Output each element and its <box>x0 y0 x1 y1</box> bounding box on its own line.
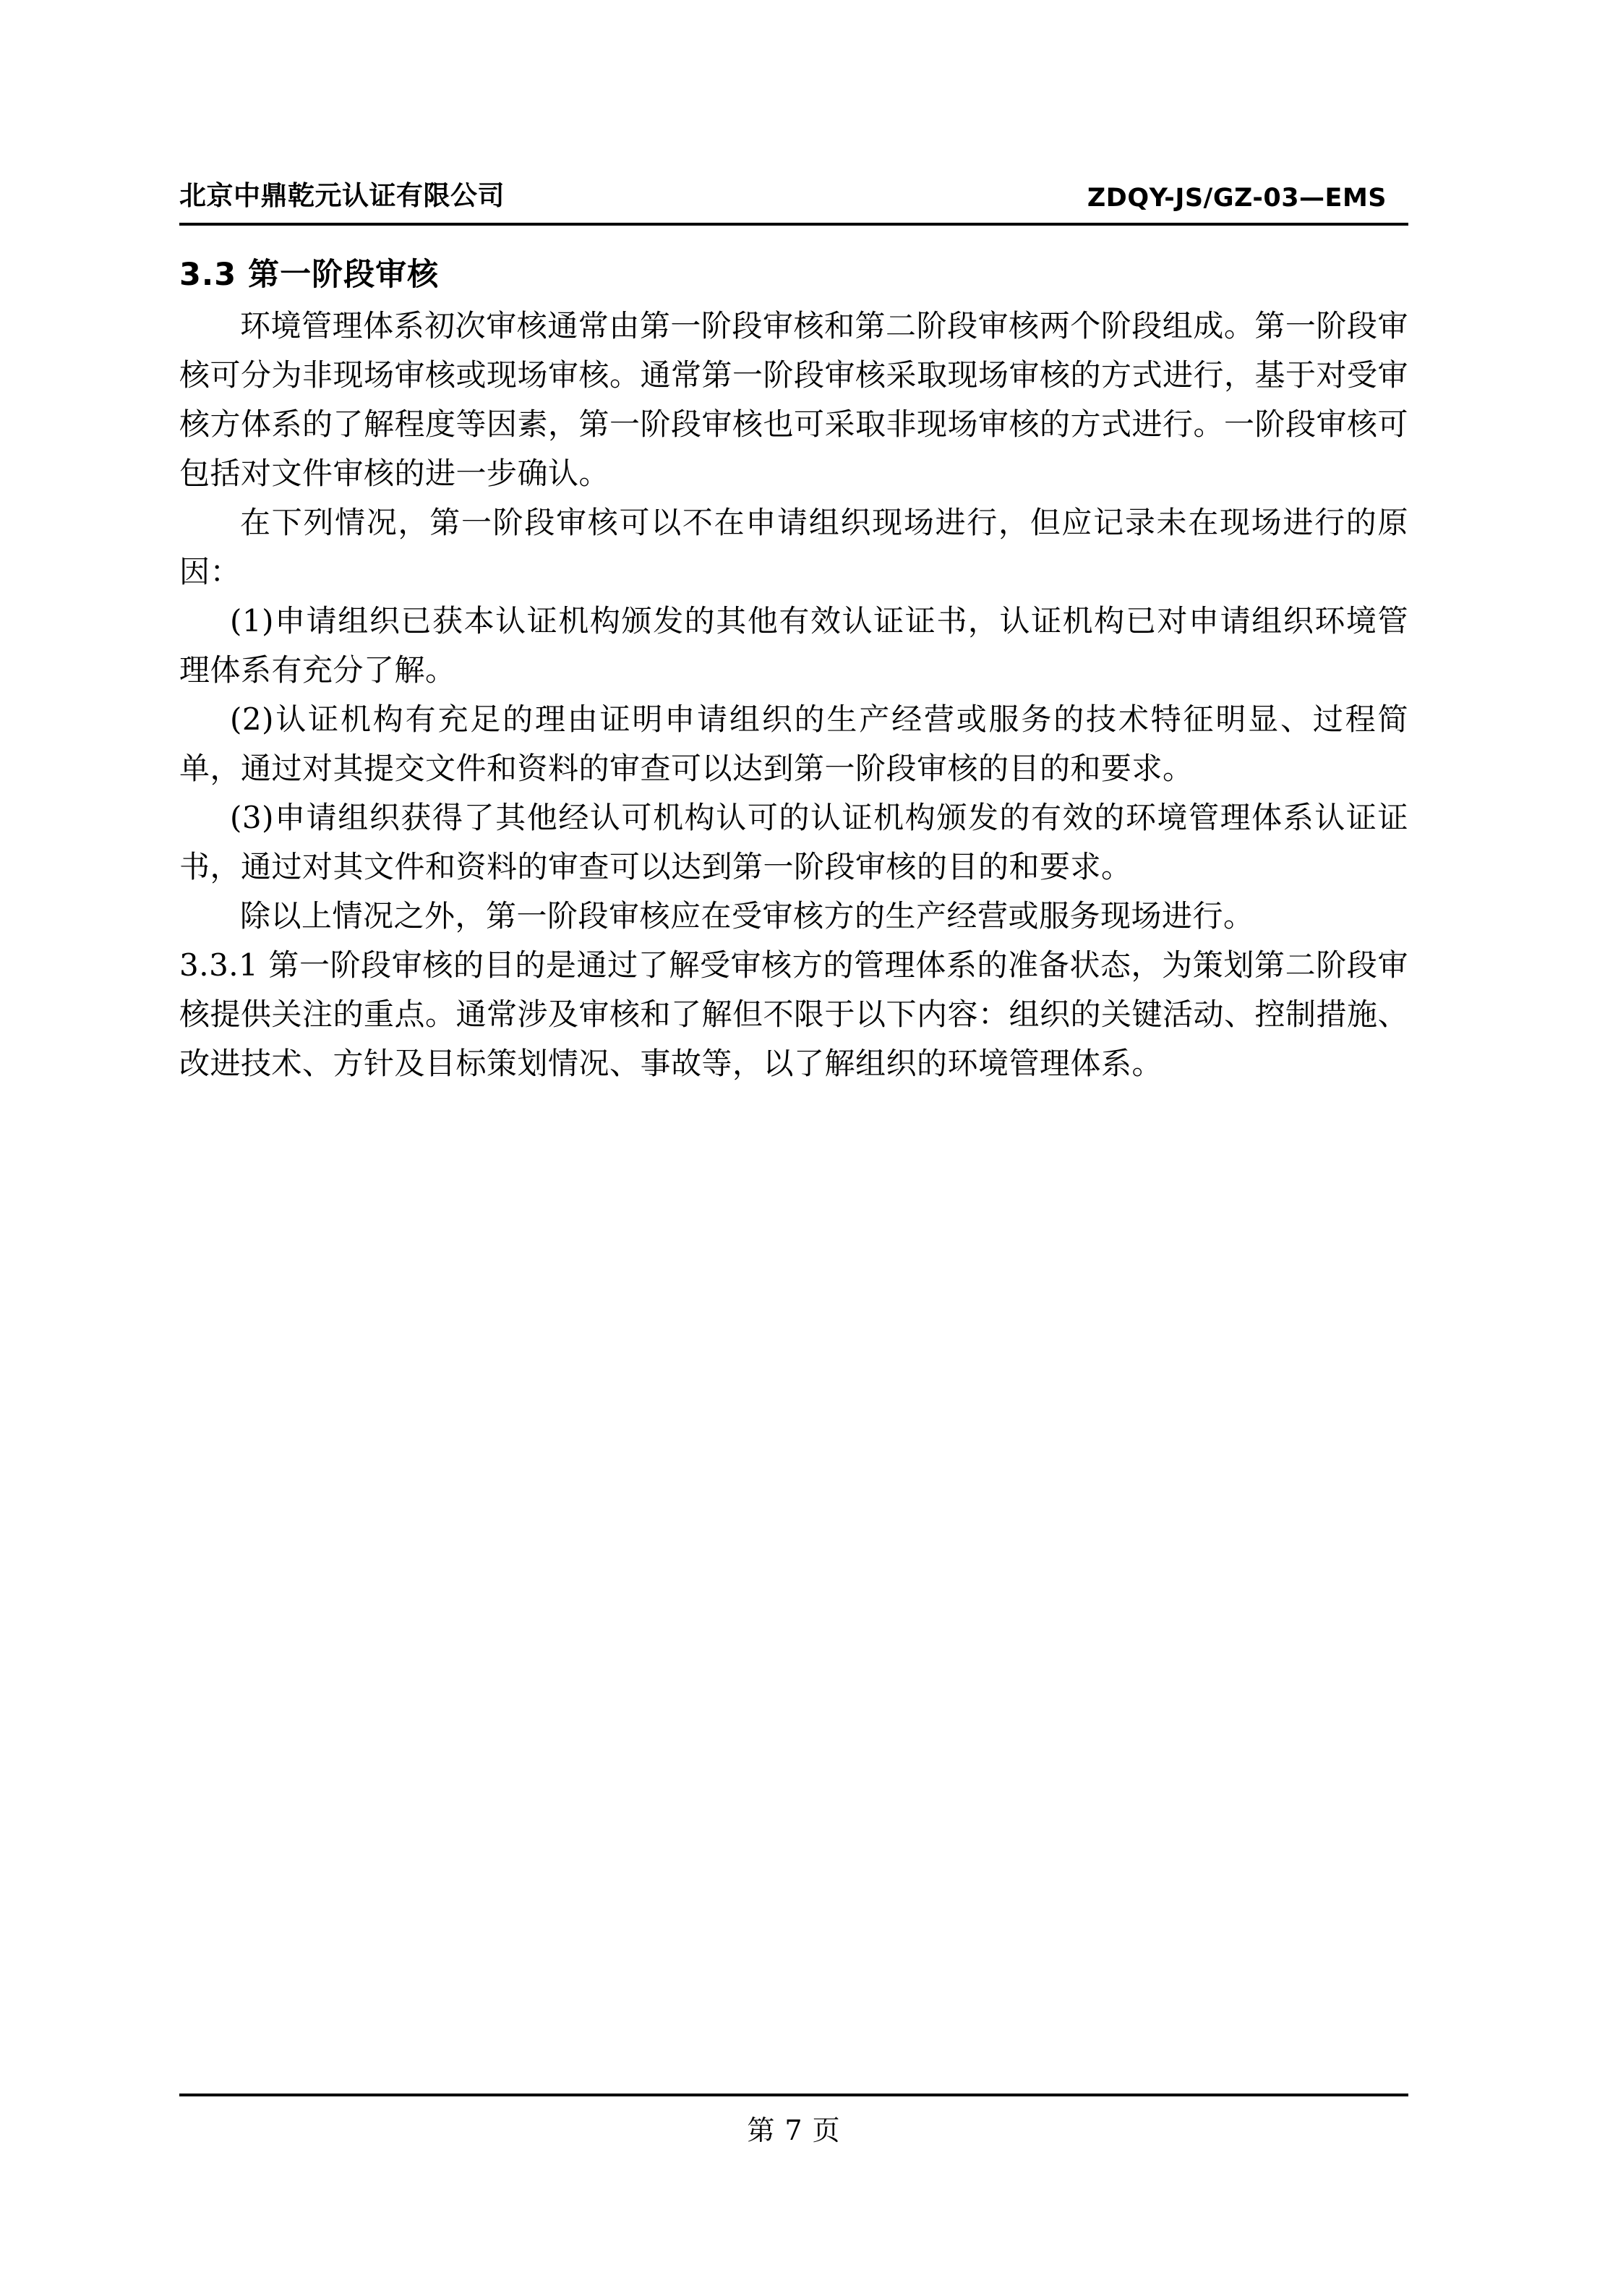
paragraph-condition-1: (1)申请组织已获本认证机构颁发的其他有效认证证书，认证机构已对申请组织环境管理体系有充分了解。 <box>179 603 1408 688</box>
page-content <box>179 174 1408 1089</box>
paragraph-3-3-1: 3.3.1 第一阶段审核的目的是通过了解受审核方的管理体系的准备状态，为策划第二阶段审核提供关注的重点。通常涉及审核和了解但不限于以下内容：组织的关键活动、控制措施、改进技术、方针及目标策划情况、事故等，以了解组织的环境管理体系。 <box>179 947 1409 1082</box>
header-company-name: 北京中鼎乾元认证有限公司 <box>179 180 505 211</box>
paragraph-condition-2: (2)认证机构有充足的理由证明申请组织的生产经营或服务的技术特征明显、过程简单，通过对其提交文件和资料的审查可以达到第一阶段审核的目的和要求。 <box>179 701 1408 787</box>
header-document-code: ZDQY-JS/GZ-03—EMS <box>1087 184 1387 213</box>
paragraph-condition-3: (3)申请组织获得了其他经认可机构认可的认证机构颁发的有效的环境管理体系认证证书，通过对其文件和资料的审查可以达到第一阶段审核的目的和要求。 <box>179 800 1408 885</box>
section-heading: 3.3 第一阶段审核 <box>179 257 440 293</box>
document-header <box>179 174 1408 223</box>
paragraph-conditions-lead: 在下列情况，第一阶段审核可以不在申请组织现场进行，但应记录未在现场进行的原因： <box>179 505 1408 590</box>
header-divider <box>179 223 1408 226</box>
page-number: 第 7 页 <box>747 2114 841 2146</box>
document-footer <box>179 2094 1408 2148</box>
paragraph-intro: 环境管理体系初次审核通常由第一阶段审核和第二阶段审核两个阶段组成。第一阶段审核可分为非现场审核或现场审核。通常第一阶段审核采取现场审核的方式进行，基于对受审核方体系的了解程度等因素，第一阶段审核也可采取非现场审核的方式进行。一阶段审核可包括对文件审核的进一步确认。 <box>179 308 1409 492</box>
paragraph-otherwise: 除以上情况之外，第一阶段审核应在受审核方的生产经营或服务现场进行。 <box>240 898 1254 934</box>
